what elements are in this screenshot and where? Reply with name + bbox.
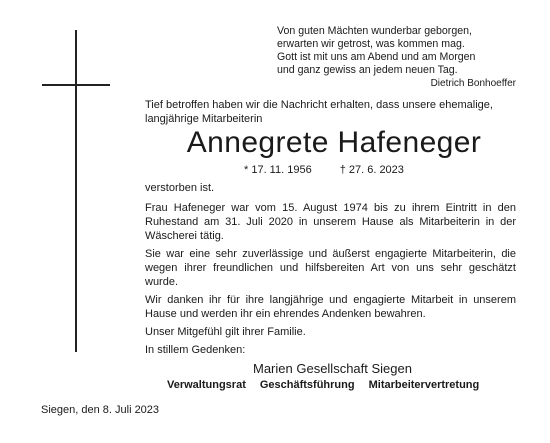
obituary-body <box>145 181 516 361</box>
departments <box>167 379 479 391</box>
deceased-name: Annegrete Hafeneger <box>186 126 482 159</box>
passed-text: verstorben ist. <box>145 182 215 194</box>
death-date: † 27. 6. 2023 <box>339 164 404 176</box>
poem-line: Von guten Mächten wunderbar geborgen, <box>277 25 472 37</box>
body-paragraph: Unser Mitgefühl gilt ihrer Familie. <box>145 326 306 338</box>
poem-author: Dietrich Bonhoeffer <box>430 78 516 89</box>
department-name: Verwaltungsrat <box>167 379 246 391</box>
body-paragraph: Frau Hafeneger war vom 15. August 1974 bis zu ihrem Eintritt in den Ruhestand am 31. Juli 2020 in unserem Hause als Mitarbeiterin in der Wäscherei tätig. <box>145 202 516 242</box>
body-paragraph: Sie war eine sehr zuverlässige und äußerst engagierte Mitarbeiterin, die wegen ihrer freundlichen und hilfsbereiten Art von uns sehr geschätzt wurde. <box>145 248 516 288</box>
poem-line: erwarten wir getrost, was kommen mag. <box>277 38 465 50</box>
place-date: Siegen, den 8. Juli 2023 <box>41 404 160 416</box>
poem-line: Gott ist mit uns am Abend und am Morgen <box>277 51 476 63</box>
birth-date: * 17. 11. 1956 <box>244 164 312 176</box>
life-dates <box>244 164 404 176</box>
department-name: Mitarbeitervertretung <box>368 379 480 391</box>
organization-name: Marien Gesellschaft Siegen <box>253 361 412 376</box>
cross-icon <box>75 30 77 352</box>
poem-line: und ganz gewiss an jedem neuen Tag. <box>277 64 458 76</box>
intro-text: Tief betroffen haben wir die Nachricht erhalten, dass unsere ehemalige, langjährige Mitarbeiterin <box>145 99 493 125</box>
department-name: Geschäftsführung <box>259 379 355 391</box>
poem-quote <box>277 25 517 90</box>
body-paragraph: Wir danken ihr für ihre langjährige und engagierte Mitarbeit in unserem Hause und werden ihr ein ehrendes Andenken bewahren. <box>145 294 516 320</box>
body-paragraph: In stillem Gedenken: <box>145 344 246 356</box>
cross-icon-bar <box>42 84 110 86</box>
